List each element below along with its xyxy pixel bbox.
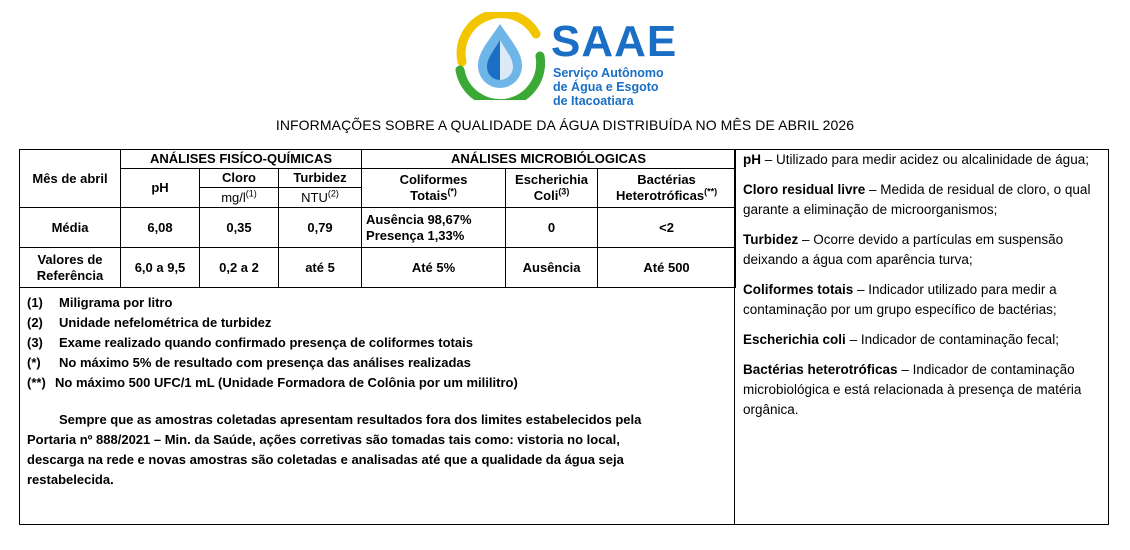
brand-subtitle xyxy=(553,66,677,108)
page-title: INFORMAÇÕES SOBRE A QUALIDADE DA ÁGUA DISTRIBUÍDA NO MÊS DE ABRIL 2026 xyxy=(275,117,855,133)
row-ref-turbidez: até 5 xyxy=(279,248,362,288)
definition-text: – Medida de residual de cloro, o qual garante a eliminação de microorganismos; xyxy=(743,182,1091,217)
col-cloro-ref: (1) xyxy=(245,188,257,199)
definition-item xyxy=(743,360,1103,420)
corrective-actions-paragraph: Sempre que as amostras coletadas apresentam resultados fora dos limites estabelecidos pela Portaria nº 888/2021 – Min. da Saúde, ações corretivas são tomadas tais como: vistoria no local, descarga na rede e novas amostras são coletadas e analisadas até que a qualidade da água seja restabelecida. xyxy=(27,412,642,487)
col-coliformes xyxy=(362,169,506,208)
col-turbidez-unit xyxy=(279,188,362,208)
col-coliformes-line2 xyxy=(364,188,503,204)
col-escherichia xyxy=(506,169,598,208)
footnote-item xyxy=(27,313,727,333)
definition-term: Turbidez xyxy=(743,232,799,247)
row-media-ph: 6,08 xyxy=(121,208,200,248)
row-media-escherichia: 0 xyxy=(506,208,598,248)
col-turbidez-unit-text: NTU xyxy=(301,189,328,205)
brand-subtitle-line: de Água e Esgoto xyxy=(553,80,659,94)
footnotes xyxy=(27,293,727,393)
table-row xyxy=(20,208,736,248)
col-coliformes-line1: Coliformes xyxy=(399,172,468,187)
col-bacterias-line1: Bactérias xyxy=(637,172,696,187)
row-ref-escherichia: Ausência xyxy=(506,248,598,288)
group-fisico-quimicas: ANÁLISES FISÍCO-QUÍMICAS xyxy=(121,150,362,169)
footnote-mark: (3) xyxy=(27,335,43,350)
saae-logo-icon xyxy=(452,12,548,100)
col-cloro-unit-text: mg/l xyxy=(221,189,246,205)
footnote-item xyxy=(27,353,727,373)
row-ref-label xyxy=(20,248,121,288)
row-ref-coliformes: Até 5% xyxy=(362,248,506,288)
col-coliformes-ref: (*) xyxy=(447,186,457,197)
col-escherichia-ref: (3) xyxy=(558,186,570,197)
footnote-item xyxy=(27,373,727,393)
footnote-mark: (*) xyxy=(27,355,41,370)
table-row xyxy=(20,248,736,288)
footnote-mark: (1) xyxy=(27,295,43,310)
definition-term: Escherichia coli xyxy=(743,332,846,347)
row-media-label: Média xyxy=(20,208,121,248)
col-turbidez-ref: (2) xyxy=(327,188,339,199)
row-media-bacterias: <2 xyxy=(598,208,736,248)
definition-item xyxy=(743,280,1103,320)
header xyxy=(0,0,1130,140)
row-ref-label-line2: Referência xyxy=(36,267,104,283)
definition-term: Coliformes totais xyxy=(743,282,854,297)
brand xyxy=(551,17,678,108)
row-ref-cloro: 0,2 a 2 xyxy=(200,248,279,288)
footnote-text: Exame realizado quando confirmado presença de coliformes totais xyxy=(59,335,473,350)
definition-text: – Indicador de contaminação microbiológica e está relacionada à presença de matéria orgânica. xyxy=(743,362,1082,417)
definition-term: pH xyxy=(743,152,761,167)
definition-item xyxy=(743,230,1103,270)
row-media-coliformes-line2: Presença 1,33% xyxy=(366,227,465,243)
row-media-coliformes xyxy=(362,208,506,248)
col-escherichia-line1: Escherichia xyxy=(515,172,589,187)
col-bacterias-line2-text: Heterotróficas xyxy=(615,188,705,203)
footnote-text: Unidade nefelométrica de turbidez xyxy=(59,315,272,330)
footnote-item xyxy=(27,293,727,313)
col-bacterias-line2 xyxy=(600,188,733,204)
month-header: Mês de abril xyxy=(20,150,121,208)
col-escherichia-line2 xyxy=(508,188,595,204)
definition-term: Bactérias heterotróficas xyxy=(743,362,898,377)
row-media-cloro: 0,35 xyxy=(200,208,279,248)
definition-text: – Utilizado para medir acidez ou alcalinidade de água; xyxy=(761,152,1089,167)
brand-subtitle-line: Serviço Autônomo xyxy=(553,66,664,80)
definition-text: – Indicador utilizado para medir a contaminação por um grupo específico de bactérias; xyxy=(743,282,1057,317)
row-media-coliformes-line1: Ausência 98,67% xyxy=(366,211,472,227)
col-ph: pH xyxy=(121,169,200,208)
definitions-panel xyxy=(743,150,1103,430)
col-escherichia-line2-text: Coli xyxy=(533,188,559,203)
definition-text: – Ocorre devido a partículas em suspensão deixando a água com aparência turva; xyxy=(743,232,1064,267)
brand-subtitle-line: de Itacoatiara xyxy=(553,94,634,108)
row-media-turbidez: 0,79 xyxy=(279,208,362,248)
footnote-text: Miligrama por litro xyxy=(59,295,173,310)
brand-name: SAAE xyxy=(551,17,678,66)
footnote-text: No máximo 5% de resultado com presença das análises realizadas xyxy=(59,355,471,370)
quality-table xyxy=(19,149,736,288)
col-turbidez: Turbidez xyxy=(279,169,362,188)
row-ref-ph: 6,0 a 9,5 xyxy=(121,248,200,288)
definition-item xyxy=(743,180,1103,220)
footnote-text: No máximo 500 UFC/1 mL (Unidade Formadora de Colônia por um mililitro) xyxy=(55,375,518,390)
col-cloro-unit xyxy=(200,188,279,208)
col-bacterias xyxy=(598,169,736,208)
definition-item xyxy=(743,330,1103,350)
col-coliformes-line2-text: Totais xyxy=(410,188,448,203)
group-microbiologicas: ANÁLISES MICROBIÓLOGICAS xyxy=(362,150,736,169)
footnote-mark: (2) xyxy=(27,315,43,330)
definition-text: – Indicador de contaminação fecal; xyxy=(845,332,1059,347)
row-ref-bacterias: Até 500 xyxy=(598,248,736,288)
definition-term: Cloro residual livre xyxy=(743,182,866,197)
footnote-item xyxy=(27,333,727,353)
definition-item xyxy=(743,150,1103,170)
footnote-mark: (**) xyxy=(27,375,46,390)
col-cloro: Cloro xyxy=(200,169,279,188)
row-ref-label-line1: Valores de xyxy=(37,251,103,267)
col-bacterias-ref: (**) xyxy=(704,186,718,197)
